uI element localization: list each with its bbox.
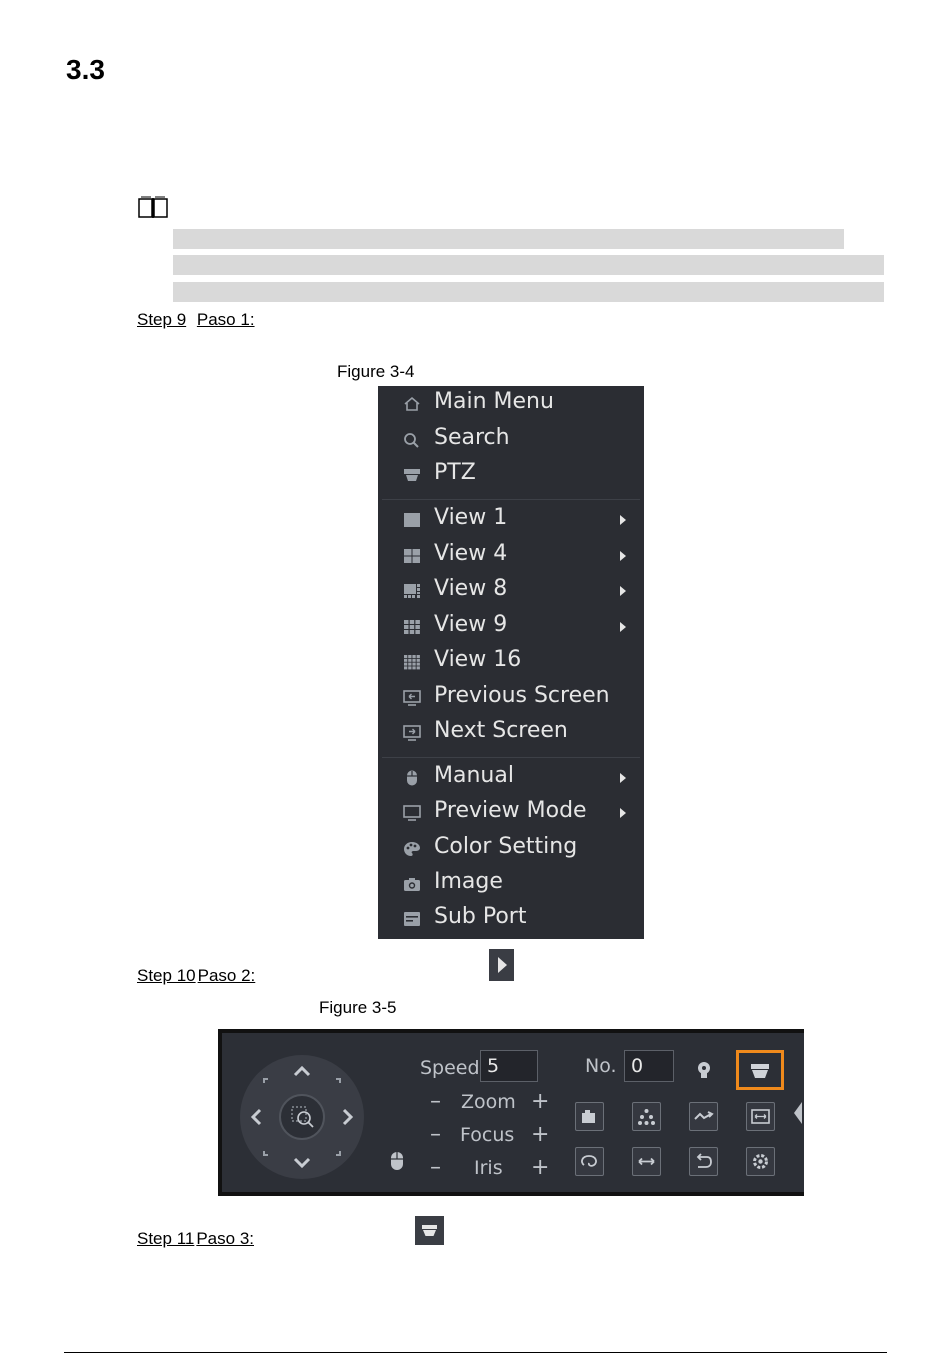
menu-item-view-1[interactable]: [378, 502, 644, 537]
step-label: [137, 1229, 254, 1249]
preset-points-button[interactable]: [632, 1102, 661, 1131]
note-book-icon: [137, 196, 169, 220]
zoom-in-button[interactable]: +: [531, 1089, 550, 1114]
view-16-icon: [403, 654, 421, 670]
step-label: [137, 966, 255, 986]
pan-button[interactable]: [632, 1147, 661, 1176]
focus-near-button[interactable]: –: [430, 1122, 441, 1147]
palette-icon: [403, 841, 421, 857]
pattern-button[interactable]: [575, 1147, 604, 1176]
ptz-panel-body: [222, 1033, 804, 1192]
zoom-label: Zoom: [461, 1091, 516, 1113]
play-arrow-icon: [489, 949, 514, 981]
speed-label: Speed: [420, 1057, 480, 1079]
monitor-icon: [403, 805, 421, 821]
scan-button[interactable]: [746, 1102, 775, 1131]
menu-item-label: Main Menu: [434, 389, 554, 414]
preset-number-input[interactable]: 0: [624, 1050, 674, 1082]
menu-item-color-setting[interactable]: [378, 831, 644, 866]
submenu-arrow-icon: [620, 551, 626, 561]
menu-item-ptz[interactable]: [378, 457, 644, 492]
menu-item-label: Next Screen: [434, 718, 568, 743]
menu-separator: [382, 757, 640, 758]
menu-item-label: View 16: [434, 647, 522, 672]
ptz-dome-icon: [403, 467, 421, 483]
note-line-bar: [173, 229, 844, 249]
submenu-arrow-icon: [620, 586, 626, 596]
menu-item-view-9[interactable]: [378, 609, 644, 644]
paso-number: Paso 1:: [196, 310, 255, 329]
scan-icon: [747, 1103, 774, 1130]
direction-pad[interactable]: [238, 1053, 366, 1181]
menu-item-preview-mode[interactable]: [378, 795, 644, 830]
ptz-dome-button[interactable]: [736, 1050, 784, 1090]
iris-open-button[interactable]: +: [531, 1155, 550, 1180]
pattern-loop-icon: [576, 1148, 603, 1175]
view-1-icon: [403, 512, 421, 528]
submenu-arrow-icon: [620, 622, 626, 632]
preset-points-icon: [633, 1103, 660, 1130]
menu-item-view-8[interactable]: [378, 573, 644, 608]
ptz-dome-icon: [739, 1053, 781, 1087]
ptz-control-panel: [218, 1029, 804, 1196]
sub-port-icon: [403, 911, 421, 927]
preset-number-label: No.: [585, 1055, 617, 1077]
paso-number: Paso 3:: [196, 1229, 254, 1248]
camera-icon: [403, 876, 421, 892]
menu-item-search[interactable]: [378, 422, 644, 457]
pan-arrows-icon: [633, 1148, 660, 1175]
search-icon: [403, 432, 421, 448]
view-4-icon: [403, 548, 421, 564]
step-number: Step 9: [137, 310, 187, 329]
tour-button[interactable]: [689, 1102, 718, 1131]
submenu-arrow-icon: [620, 515, 626, 525]
figure-caption: Figure 3-4: [337, 362, 415, 381]
ptz-dome-icon: [415, 1216, 444, 1245]
submenu-arrow-icon: [620, 808, 626, 818]
gear-icon: [747, 1148, 774, 1175]
step-number: Step 11: [137, 1229, 195, 1248]
menu-item-manual[interactable]: [378, 760, 644, 795]
view-8-icon: [403, 583, 421, 599]
iris-label: Iris: [474, 1157, 503, 1179]
mouse-icon: [390, 1151, 404, 1171]
menu-item-label: View 9: [434, 612, 508, 637]
menu-item-label: Sub Port: [434, 904, 527, 929]
menu-item-previous-screen[interactable]: [378, 680, 644, 715]
section-number: 3.3: [66, 54, 105, 85]
menu-item-view-16[interactable]: [378, 644, 644, 679]
menu-item-next-screen[interactable]: [378, 715, 644, 750]
menu-item-label: Preview Mode: [434, 798, 587, 823]
collapse-panel-arrow-icon[interactable]: [792, 1100, 804, 1126]
speed-input[interactable]: 5: [480, 1050, 538, 1082]
menu-item-label: Manual: [434, 763, 514, 788]
submenu-arrow-icon: [620, 773, 626, 783]
ptz-dome-button-inline: [415, 1216, 444, 1245]
view-9-icon: [403, 619, 421, 635]
menu-item-view-4[interactable]: [378, 538, 644, 573]
step-number: Step 10: [137, 966, 196, 985]
menu-item-label: Previous Screen: [434, 683, 610, 708]
context-menu: [378, 386, 644, 939]
focus-far-button[interactable]: +: [531, 1122, 550, 1147]
menu-separator: [382, 499, 640, 500]
note-line-bar: [173, 282, 884, 302]
ptz-settings-button[interactable]: [746, 1147, 775, 1176]
previous-screen-icon: [403, 690, 421, 706]
menu-item-main-menu[interactable]: [378, 386, 644, 421]
tour-arrow-icon: [690, 1103, 717, 1130]
video-camera-icon: [576, 1103, 603, 1130]
iris-close-button[interactable]: –: [430, 1155, 441, 1180]
light-bulb-icon[interactable]: [696, 1061, 712, 1081]
next-screen-icon: [403, 725, 421, 741]
step-label: [137, 310, 255, 330]
flip-button[interactable]: [689, 1147, 718, 1176]
zoom-out-button[interactable]: –: [430, 1089, 441, 1114]
expand-arrow-button: [489, 949, 514, 981]
paso-number: Paso 2:: [197, 966, 256, 985]
focus-label: Focus: [460, 1124, 515, 1146]
menu-item-label: View 4: [434, 541, 508, 566]
menu-item-label: PTZ: [434, 460, 476, 485]
menu-item-label: Search: [434, 425, 510, 450]
menu-item-label: View 8: [434, 576, 508, 601]
record-button[interactable]: [575, 1102, 604, 1131]
home-icon: [403, 396, 421, 412]
figure-caption: Figure 3-5: [319, 998, 397, 1017]
menu-item-image[interactable]: [378, 866, 644, 901]
flip-return-icon: [690, 1148, 717, 1175]
menu-item-label: View 1: [434, 505, 508, 530]
footer-rule: [64, 1352, 887, 1353]
menu-item-label: Color Setting: [434, 834, 578, 859]
note-line-bar: [173, 255, 884, 275]
menu-item-label: Image: [434, 869, 503, 894]
mouse-icon: [403, 770, 421, 786]
menu-item-sub-port[interactable]: [378, 901, 644, 936]
